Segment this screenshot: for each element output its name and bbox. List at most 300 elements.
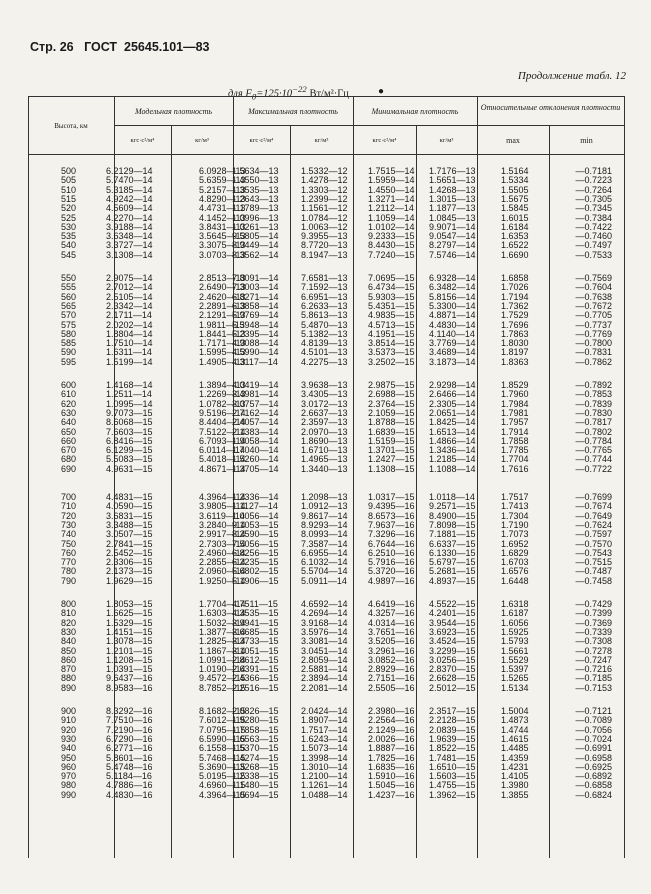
unit-kgm-header: кг/м³	[195, 137, 209, 144]
table-cell: 1.4168—14	[106, 380, 153, 390]
table-cell: 3.6923—15	[429, 626, 476, 637]
header-mid-rule	[114, 125, 624, 126]
table-cell: 2.3306—15	[106, 557, 153, 568]
table-cell: 2.6988—15	[368, 389, 415, 400]
table-cell: 3.3488—15	[106, 519, 153, 530]
table-cell: 1.2399—12	[301, 193, 348, 204]
table-cell: 3.0451—14	[301, 645, 348, 656]
table-cell: 1.7362	[501, 300, 529, 311]
table-cell: —0.7247	[575, 654, 612, 665]
table-cell: 1.6839—15	[368, 426, 415, 437]
table-cell: —0.7839	[575, 398, 612, 409]
table-cell: 1.5845	[501, 203, 529, 214]
table-cell: —0.7817	[575, 417, 612, 428]
table-cell: —0.7649	[575, 510, 612, 521]
header-bottom-rule	[28, 154, 624, 155]
table-cell: 3.9544—15	[429, 617, 476, 628]
table-cell: 1.6510—15	[429, 761, 476, 772]
table-cell: 660	[60, 435, 76, 446]
table-cell: 1.7858	[501, 435, 529, 446]
table-cell: 1.6576	[501, 566, 529, 577]
table-cell: 1.5505	[501, 184, 529, 195]
table-cell: 1.0118—14	[429, 492, 475, 502]
table-cell: 3.6348—14	[106, 231, 153, 242]
table-cell: 2.0826—15	[232, 706, 279, 716]
table-cell: 3.9168—14	[301, 617, 348, 628]
table-cell: 1.6318	[501, 599, 529, 609]
table-cell: 7.1592—13	[301, 282, 348, 293]
table-cell: 1.9639—15	[429, 733, 476, 744]
table-cell: 2.0970—13	[301, 426, 348, 437]
table-cell: 1.4866—14	[429, 435, 476, 446]
table-cell: 1.5603—15	[429, 771, 476, 782]
table-cell: 1.4151—15	[106, 626, 153, 637]
standard-label: ГОСТ	[84, 40, 118, 54]
table-cell: 6.9328—14	[429, 273, 476, 283]
table-cell: —0.7429	[575, 599, 612, 609]
table-cell: 2.5881—14	[301, 664, 348, 675]
table-cell: 5.4351—15	[368, 300, 415, 311]
table-cell: 1.5159—15	[368, 435, 415, 446]
table-cell: 1.2511—14	[106, 389, 152, 400]
table-cell: 1.4744	[501, 724, 529, 735]
table-cell: 4.9897—16	[368, 575, 415, 586]
table-cell: 2.5452—15	[106, 547, 153, 558]
table-cell: 3.6119—14	[199, 510, 245, 521]
table-cell: 1.6703	[501, 557, 529, 568]
table-cell: 555	[60, 282, 76, 293]
table-cell: 4.8290—13	[199, 193, 246, 204]
table-cell: 1.5397	[501, 664, 529, 675]
table-cell: 6.1330—15	[429, 547, 476, 558]
table-row	[28, 358, 624, 367]
table-cell: 1.6015	[501, 212, 529, 223]
table-cell: 6.2771—16	[106, 743, 153, 754]
table-cell: 1.4359	[501, 752, 529, 763]
table-cell: 545	[60, 249, 76, 260]
table-cell: 900	[60, 706, 76, 716]
table-cell: 1.1088—14	[429, 463, 476, 474]
table-cell: 5.3300—14	[429, 300, 476, 311]
table-cell: —0.7089	[575, 715, 612, 726]
table-cell: 5.7468—15	[199, 752, 246, 763]
table-cell: 1.4550—13	[232, 175, 279, 186]
table-cell: 1.6952	[501, 538, 529, 549]
table-cell: 1.5134	[501, 682, 529, 693]
table-cell: 1.4105	[501, 771, 529, 782]
table-cell: 750	[60, 538, 76, 549]
table-cell: 2.2891—13	[199, 300, 246, 311]
table-cell: 700	[60, 492, 76, 502]
table-cell: 8.1682—15	[199, 706, 246, 716]
table-cell: 5.8601—16	[106, 752, 153, 763]
table-cell: 2.7303—14	[199, 538, 246, 549]
table-cell: 1.7914	[501, 426, 529, 437]
table-cell: 980	[60, 780, 76, 791]
table-cell: 3.0703—13	[199, 249, 246, 260]
table-cell: 1.0995—14	[106, 398, 153, 409]
table-cell: 2.3894—14	[301, 673, 348, 684]
table-cell: 1.7026	[501, 282, 529, 293]
table-cell: —0.7515	[575, 557, 612, 568]
table-cell: 1.7176—13	[429, 166, 476, 176]
table-cell: 7.0695—15	[368, 273, 415, 283]
table-cell: 2.7012—14	[106, 282, 153, 293]
table-cell: 6.7644—16	[368, 538, 415, 549]
table-cell: 5.9769—14	[232, 310, 279, 321]
table-cell: 3.6831—15	[106, 510, 153, 521]
table-cell: 9.3955—13	[301, 231, 348, 242]
table-cell: 1.7194	[501, 291, 529, 302]
table-cell: —0.7638	[575, 291, 612, 302]
table-cell: 2.5505—16	[368, 682, 415, 693]
table-cell: 520	[60, 203, 76, 214]
table-cell: 5.6359—13	[199, 175, 246, 186]
table-cell: 4.4830—14	[429, 319, 476, 330]
table-cell: 4.4830—16	[106, 789, 153, 800]
table-cell: 2.3764—15	[368, 398, 415, 409]
table-cell: —0.7802	[575, 426, 612, 437]
table-cell: 6.6951—13	[301, 291, 348, 302]
table-cell: 9.7073—15	[106, 407, 153, 418]
table-cell: 1.7510—14	[106, 338, 153, 349]
table-cell: 1.8425—14	[429, 417, 476, 428]
table-cell: —0.7121	[575, 706, 612, 716]
table-cell: —0.7892	[575, 380, 612, 390]
table-cell: 1.1261—14	[301, 780, 348, 791]
table-cell: 1.6829	[501, 547, 529, 558]
table-cell: 4.4731—13	[199, 203, 246, 214]
table-cell: 1.1789—13	[232, 203, 279, 214]
table-cell: 1.0694—15	[232, 789, 279, 800]
table-cell: 1.5634—13	[232, 166, 279, 176]
table-cell: 4.3257—16	[368, 608, 415, 619]
table-cell: 8.9583—16	[106, 682, 153, 693]
table-cell: 740	[60, 529, 76, 540]
table-cell: 3.5205—16	[368, 636, 415, 647]
table-cell: 1.5032—14	[199, 617, 246, 628]
table-cell: —0.7624	[575, 519, 612, 530]
table-cell: 730	[60, 519, 76, 530]
table-cell: 7.0795—15	[199, 724, 246, 735]
table-cell: —0.7784	[575, 435, 612, 446]
table-cell: 1.6311—14	[106, 347, 152, 358]
table-cell: 1.2336—14	[232, 492, 279, 502]
table-cell: —0.7674	[575, 501, 612, 512]
table-cell: 2.5012—15	[429, 682, 476, 693]
min-density-header: Минимальная плотность	[371, 107, 459, 116]
table-cell: 2.3517—15	[429, 706, 476, 716]
table-cell: 6.4734—15	[368, 282, 415, 293]
table-cell: —0.7765	[575, 445, 612, 456]
table-cell: 1.2101—15	[106, 645, 153, 656]
table-cell: 770	[60, 557, 76, 568]
table-cell: 1.0912—13	[301, 501, 348, 512]
table-cell: 1.3440—13	[301, 463, 348, 474]
table-cell: 5.4018—14	[199, 454, 246, 465]
table-cell: 7.2190—16	[106, 724, 153, 735]
table-cell: 9.2333—15	[368, 231, 415, 242]
table-cell: 8.3292—16	[106, 706, 153, 716]
table-cell: 6.3482—14	[429, 282, 476, 293]
table-cell: 1.4237—16	[368, 789, 415, 800]
table-cell: 6.0114—14	[199, 445, 245, 456]
table-cell: —0.7570	[575, 538, 612, 549]
table-cell: 505	[60, 175, 76, 186]
table-cell: 970	[60, 771, 76, 782]
table-cell: 1.4905—13	[199, 356, 246, 367]
table-cell: 2.0960—14	[199, 566, 246, 577]
table-cell: 5.4748—16	[106, 761, 153, 772]
table-row	[28, 577, 624, 586]
table-cell: 6.8271—14	[232, 291, 279, 302]
table-cell: 8.4430—15	[368, 240, 415, 251]
table-cell: 3.3075—13	[199, 240, 246, 251]
table-cell: —0.7769	[575, 328, 612, 339]
table-cell: —0.6991	[575, 743, 612, 754]
table-cell: 7.1881—15	[429, 529, 476, 540]
table-cell: 1.5164	[501, 166, 529, 176]
table-cell: 1.6184	[501, 221, 529, 232]
table-cell: 1.7616	[501, 463, 529, 474]
table-cell: 6.7290—16	[106, 733, 153, 744]
table-cell: 7.6603—15	[106, 426, 153, 437]
table-cell: 1.0845—13	[429, 212, 476, 223]
table-cell: 1.0996—13	[232, 212, 279, 223]
table-cell: 8.2590—15	[232, 529, 279, 540]
max-header: max	[506, 136, 520, 145]
table-cell: 8.6573—16	[368, 510, 415, 521]
table-cell: 1.8887—16	[368, 743, 415, 754]
table-cell: 2.4960—14	[199, 547, 246, 558]
table-cell: 1.0261—13	[232, 221, 279, 232]
table-row	[28, 684, 624, 693]
table-cell: 1.1127—14	[232, 501, 278, 512]
table-cell: —0.6824	[575, 789, 612, 800]
table-cell: 1.7515—14	[368, 166, 415, 176]
table-cell: —0.7369	[575, 617, 612, 628]
table-cell: 2.3305—14	[429, 398, 476, 409]
table-cell: 3.8514—15	[368, 338, 415, 349]
table-cell: 1.3998—14	[301, 752, 348, 763]
table-cell: —0.7422	[575, 221, 612, 232]
table-cell: 4.5101—13	[301, 347, 348, 358]
table-cell: 6.2129—14	[106, 166, 153, 176]
table-cell: 5.1906—15	[232, 575, 279, 586]
table-cell: 7.8098—15	[429, 519, 476, 530]
table-cell: 1.2269—13	[199, 389, 246, 400]
unit-kgs-header: кгс·с²/м⁴	[372, 137, 397, 144]
table-cell: 1.9629—15	[106, 575, 153, 586]
table-cell: 1.3535—13	[232, 184, 279, 195]
table-cell: 5.1184—16	[106, 771, 152, 782]
page-header	[30, 40, 210, 54]
table-cell: 3.7651—16	[368, 626, 415, 637]
table-cell: 8.7720—13	[301, 240, 348, 251]
table-cell: —0.7705	[575, 310, 612, 321]
table-cell: 1.7785	[501, 445, 529, 456]
table-cell: —0.7308	[575, 636, 612, 647]
table-cell: 6.1032—14	[301, 557, 348, 568]
table-cell: 510	[60, 184, 76, 195]
table-cell: 1.5959—14	[368, 175, 415, 186]
table-cell: 1.5675	[501, 193, 529, 204]
table-cell: 5.2157—13	[199, 184, 246, 195]
table-cell: 1.4615	[501, 733, 529, 744]
table-cell: 1.7304	[501, 510, 529, 521]
table-cell: —0.7722	[575, 463, 612, 474]
table-cell: 2.3597—13	[301, 417, 348, 428]
table-cell: 565	[60, 300, 76, 311]
table-cell: 1.1480—15	[232, 780, 279, 791]
table-cell: 1.4965—13	[301, 454, 348, 465]
table-cell: 680	[60, 454, 76, 465]
table-cell: 8.9293—14	[301, 519, 348, 530]
table-cell: 2.9075—14	[106, 273, 153, 283]
table-cell: 4.1140—14	[429, 328, 475, 339]
table-cell: 3.6685—15	[232, 626, 279, 637]
table-cell: 4.2270—14	[106, 212, 153, 223]
table-cell: 1.6710—13	[301, 445, 348, 456]
table-cell: 1.7825—16	[368, 752, 415, 763]
table-cell: 5.3690—15	[199, 761, 246, 772]
table-cell: —0.7737	[575, 319, 612, 330]
table-row	[28, 465, 624, 474]
table-cell: 1.3705—14	[232, 463, 279, 474]
table-cell: 1.6353	[501, 231, 529, 242]
table-cell: 4.9088—14	[232, 338, 279, 349]
table-cell: 1.5651—13	[429, 175, 476, 186]
table-cell: —0.7744	[575, 454, 612, 465]
table-cell: 1.2643—13	[232, 193, 279, 204]
table-cell: 4.8937—15	[429, 575, 476, 586]
table-cell: 1.7957	[501, 417, 529, 428]
table-cell: 1.8804—14	[106, 328, 153, 339]
table-cell: 1.5045—16	[368, 780, 415, 791]
unit-kgs-header: кгс·с²/м⁴	[130, 137, 155, 144]
table-cell: 1.0317—15	[368, 492, 415, 502]
table-cell: 1.3877—14	[199, 626, 246, 637]
table-cell: 6.1299—15	[106, 445, 153, 456]
table-cell: 4.2401—15	[429, 608, 476, 619]
table-cell: —0.7831	[575, 347, 612, 358]
table-cell: 4.6960—15	[199, 780, 246, 791]
table-cell: 2.4366—15	[232, 673, 279, 684]
table-cell: 1.5910—16	[368, 771, 415, 782]
table-cell: 4.9835—15	[368, 310, 415, 321]
table-cell: 7.3003—14	[232, 282, 279, 293]
table-cell: 7.3587—14	[301, 538, 348, 549]
table-cell: 1.8788—15	[368, 417, 415, 428]
table-cell: 3.5976—14	[301, 626, 348, 637]
table-cell: 3.4305—13	[301, 389, 348, 400]
table-cell: —0.7399	[575, 608, 612, 619]
table-cell: 1.1867—14	[199, 645, 246, 656]
table-cell: 1.6690	[501, 249, 529, 260]
table-cell: 2.6628—15	[429, 673, 476, 684]
table-cell: 1.5199—14	[106, 356, 153, 367]
table-cell: —0.7181	[575, 166, 612, 176]
table-cell: 2.6466—14	[429, 389, 476, 400]
table-cell: 4.8139—13	[301, 338, 348, 349]
table-cell: 2.2128—15	[429, 715, 476, 726]
table-cell: 6.5990—15	[199, 733, 246, 744]
table-cell: 500	[60, 166, 76, 176]
table-cell: 1.6187	[501, 608, 529, 619]
table-cell: 1.9058—14	[232, 435, 279, 446]
table-cell: 1.5329—15	[106, 617, 153, 628]
table-cell: 1.6563—15	[232, 733, 279, 744]
table-cell: —0.7862	[575, 356, 612, 367]
table-cell: 8.4404—14	[199, 417, 246, 428]
table-cell: —0.7853	[575, 389, 612, 400]
table-subtitle: для $F_0=125\cdot 10^{-22}$ Вт/м²·Гц	[228, 84, 349, 102]
table-cell: 9.4395—16	[368, 501, 415, 512]
table-cell: 1.2100—14	[301, 771, 348, 782]
table-cell: 6.0928—13	[199, 166, 246, 176]
table-cell: 3.7769—14	[429, 338, 476, 349]
table-cell: 1.2185—14	[429, 454, 476, 465]
table-cell: 1.2098—13	[301, 492, 348, 502]
table-cell: 630	[60, 407, 76, 418]
table-cell: 525	[60, 212, 76, 223]
table-right-rule	[624, 96, 625, 858]
table-cell: 710	[60, 501, 76, 512]
table-cell: 1.3303—12	[301, 184, 348, 195]
table-cell: —0.7699	[575, 492, 612, 502]
table-cell: 4.3117—14	[232, 356, 278, 367]
table-cell: —0.7533	[575, 249, 612, 260]
table-cell: 4.5522—15	[429, 599, 476, 609]
table-cell: 3.1873—14	[429, 356, 476, 367]
table-cell: 1.3436—14	[429, 445, 476, 456]
table-cell: 4.6419—16	[368, 599, 415, 609]
table-cell: 2.1383—14	[232, 426, 279, 437]
table-cell: 1.7040—14	[232, 445, 279, 456]
table-cell: 3.0852—16	[368, 654, 415, 665]
table-cell: 8.0993—14	[301, 529, 348, 540]
table-cell: 515	[60, 193, 76, 204]
table-cell: 1.8197	[501, 347, 529, 358]
unit-kgm-header: кг/м³	[314, 137, 329, 144]
table-cell: 2.6490—13	[199, 282, 246, 293]
table-cell: 1.7704—14	[199, 599, 246, 609]
table-cell: 4.3535—15	[232, 608, 279, 619]
table-cell: —0.7339	[575, 626, 612, 637]
table-cell: 1.7858—15	[232, 724, 279, 735]
table-cell: 3.0507—15	[106, 529, 153, 540]
table-cell: 5.2395—14	[232, 328, 279, 339]
table-cell: 3.2961—16	[368, 645, 415, 656]
table-cell: 4.4831—15	[106, 492, 153, 502]
table-cell: 1.0784—12	[301, 212, 348, 223]
table-cell: 2.0839—15	[429, 724, 476, 735]
table-cell: 1.3078—15	[106, 636, 153, 647]
table-cell: 2.5105—14	[106, 291, 153, 302]
table-cell: 1.8690—13	[301, 435, 348, 446]
table-cell: 1.7696	[501, 319, 529, 330]
relative-deviation-header: Относительные отклонения плотности	[480, 103, 621, 112]
table-cell: 2.0651—14	[429, 407, 476, 418]
table-cell: —0.6958	[575, 752, 612, 763]
table-cell: 3.5373—15	[368, 347, 415, 358]
table-cell: —0.7056	[575, 724, 612, 735]
table-cell: 820	[60, 617, 76, 628]
table-cell: 6.2633—13	[301, 300, 348, 311]
table-cell: 6.2235—15	[232, 557, 279, 568]
table-cell: 1.2112—14	[368, 203, 414, 214]
table-cell: 590	[60, 347, 76, 358]
